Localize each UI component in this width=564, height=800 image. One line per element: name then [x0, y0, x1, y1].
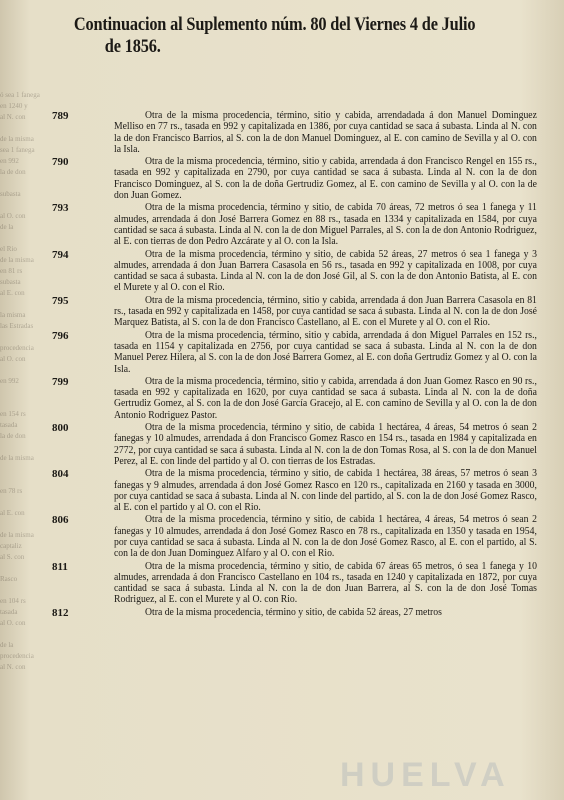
- title-line-2: de 1856.: [104, 36, 161, 57]
- property-entry: [0, 330, 564, 375]
- entry-text: Otra de la misma procedencia, término, sitio y cabida, arrendada á don Miguel Parrales en 152 rs., tasada en 1154 y capitalizada en 2756, por cuya cantidad se saca á subasta. Linda al N. con la de don Manuel Perez Hilera, al S. con la de don José Barrera Gomez, al E. con doña Gertrudiz Gomez y al O. con la Isla.: [114, 329, 537, 375]
- entry-number: 789: [52, 110, 69, 122]
- title-line-1: Continuacion al Suplemento núm. 80 del Viernes 4 de Julio: [73, 14, 476, 35]
- entry-text: Otra de la misma procedencia, término y sitio, de cabida 67 áreas 65 metros, ó sea 1 fanega y 10 almudes, arrendada á don Francisco Castellano en 104 rs., tasada en 1240 y capitalizada en 1872, por cuya cantidad se saca á subasta. Linda al N. con la de don Juan Barrera, al S. con la de don José Tomas Rodriguez, al E. con el Murete y al O. con Rio.: [114, 560, 537, 606]
- entry-text: Otra de la misma procedencia, término y sitio, de cabida 70 áreas, 72 metros ó sea 1 fanega y 11 almudes, arrendada á don José Barrera Gomez en 88 rs., tasada en 1334 y capitalizada en 1584, por cuya cantidad se saca á subasta. Linda al N. con la de don Miguel Parrales, al S. con la de don Antonio Rodriguez, al E. con tierras de don Pedro Azcárate y al O. con la Isla.: [114, 202, 537, 248]
- entry-number: 811: [52, 560, 68, 573]
- entry-text: Otra de la misma procedencia, término y sitio, de cabida 1 hectárea, 4 áreas, 54 metros ó sean 2 fanegas y 10 almudes, arrendada á don José Gomez Rasco en 78 rs., capitalizada en 1350 y tasada en 1954, por cuya cantidad se saca á subasta. Linda al N. con la de don José Gomez Rasco, al E. con el partido, al S. con la de don Juan Dominguez Alfaro y al O. con el Rio.: [114, 514, 537, 560]
- entry-text: Otra de la misma procedencia, término, sitio y cabida, arrendada á don Juan Barrera Casasola en 81 rs., tasada en 992 y capitalizada en 1458, por cuya cantidad se saca á subasta. Linda al N. con la de don José Marquez Batista, al S. con la de don Francisco Castellano, al E. con el Murete y al O. con el Rio.: [114, 294, 537, 329]
- entry-text: Otra de la misma procedencia, término y sitio, de cabida 52 áreas, 27 metros ó sea 1 fanega y 3 almudes, arrendada á don Juan Barrera Casasola en 56 rs., tasada en 992 y capitalizada en 1008, por cuya cantidad se saca á subasta. Linda al N. con la de don José Gil, al S. con la de don Antonio Batista, al E. con el Murete y al O. con el Rio.: [114, 248, 537, 294]
- entry-text: Otra de la misma procedencia, término, sitio y cabida, arrendada á don Juan Gomez Rasco en 90 rs., tasada en 992 y capitalizada en 1620, por cuya cantidad se saca á subasta. Linda al N. con la de doña Gertrudiz Gomez, al S. con la de don José García Gracejo, al E. con camino de Sevilla y al O. con la de don Antonio Rodriguez Pastor.: [114, 375, 537, 421]
- property-entry: [0, 110, 564, 155]
- entry-text: Otra de la misma procedencia, término y sitio, de cabida 52 áreas, 27 metros: [145, 606, 442, 618]
- property-entry: [0, 295, 564, 329]
- property-entry: [0, 607, 564, 618]
- entry-number: 793: [52, 202, 69, 215]
- property-entry: [0, 156, 564, 201]
- entry-number: 790: [52, 156, 69, 169]
- entry-number: 800: [52, 422, 69, 435]
- property-entry: [0, 422, 564, 467]
- bleed-through-text: ó sea 1 fanega en 1240 y al N. con de la misma sea 1 fanega en 992 la de don subasta al O. con de la el Rio de la misma en 81 rs subasta al E. con la misma las Estradas procedencia al O. con en 992 en 154 rs tasada la de don de la misma en 78 rs al E. con de la misma captaliz al S. con Rasco en 104 rs tasada al O. con de la procedencia al N. con: [0, 91, 40, 671]
- entry-number: 799: [52, 375, 69, 388]
- watermark-logo: HUELVA: [340, 756, 511, 794]
- entry-text: Otra de la misma procedencia, término, sitio y cabida, arrendada á don Francisco Rengel en 155 rs., tasada en 992 y capitalizada en 2790, por cuya cantidad se saca á subasta. Linda al N. con la de don Francisco Dominguez, al S. con la de doña Gertrudiz Gomez, al E. con camino de Sevilla y al O. con la de don Juan Gomez.: [114, 156, 537, 202]
- entry-number: 795: [52, 294, 69, 307]
- property-entry: [0, 249, 564, 294]
- entry-number: 812: [52, 606, 69, 619]
- entry-number: 804: [52, 468, 69, 481]
- property-entry: [0, 376, 564, 421]
- entry-number: 794: [52, 248, 69, 261]
- entry-text: Otra de la misma procedencia, término y sitio, de cabida 1 hectárea, 4 áreas, 54 metros ó sean 2 fanegas y 10 almudes, arrendada á don Francisco Gomez Rasco en 154 rs., tasada en 1984 y capitalizada en 2772, por cuya cantidad se saca á subasta. Linda al N. con la de don Tomas Rosa, al S. con la de don Manuel Perez, al E. con linde del partido y al O. con tierras de los Estradas.: [114, 422, 537, 467]
- entry-number: 806: [52, 514, 69, 527]
- entry-list: [0, 110, 564, 619]
- entry-text: Otra de la misma procedencia, término y sitio, de cabida 1 hectárea, 38 áreas, 57 metros ó sean 3 fanegas y 9 almudes, arrendada á don José Gomez Rasco en 120 rs., capitalizada en 2160 y tasada en 3000, por cuya cantidad se saca á subasta. Linda al N. con linde del partido, al S. con la de don José Gomez Rasco, al E. con el partido y al O. con el Rio.: [114, 468, 537, 514]
- entry-number: 796: [52, 329, 69, 342]
- page-title: [8, 14, 541, 58]
- property-entry: [0, 561, 564, 606]
- property-entry: [0, 468, 564, 513]
- entry-text: Otra de la misma procedencia, término, sitio y cabida, arrendadada á don Manuel Dominguez Melliso en 77 rs., tasada en 992 y capitalizada en 1386, por cuya cantidad se saca á subasta. Linda al N. con la de don Francisco Barrios, al S. con la de don Manuel Dominguez, al E. con camino de Sevilla y al O. con la Isla.: [114, 110, 537, 155]
- property-entry: [0, 202, 564, 247]
- property-entry: [0, 514, 564, 559]
